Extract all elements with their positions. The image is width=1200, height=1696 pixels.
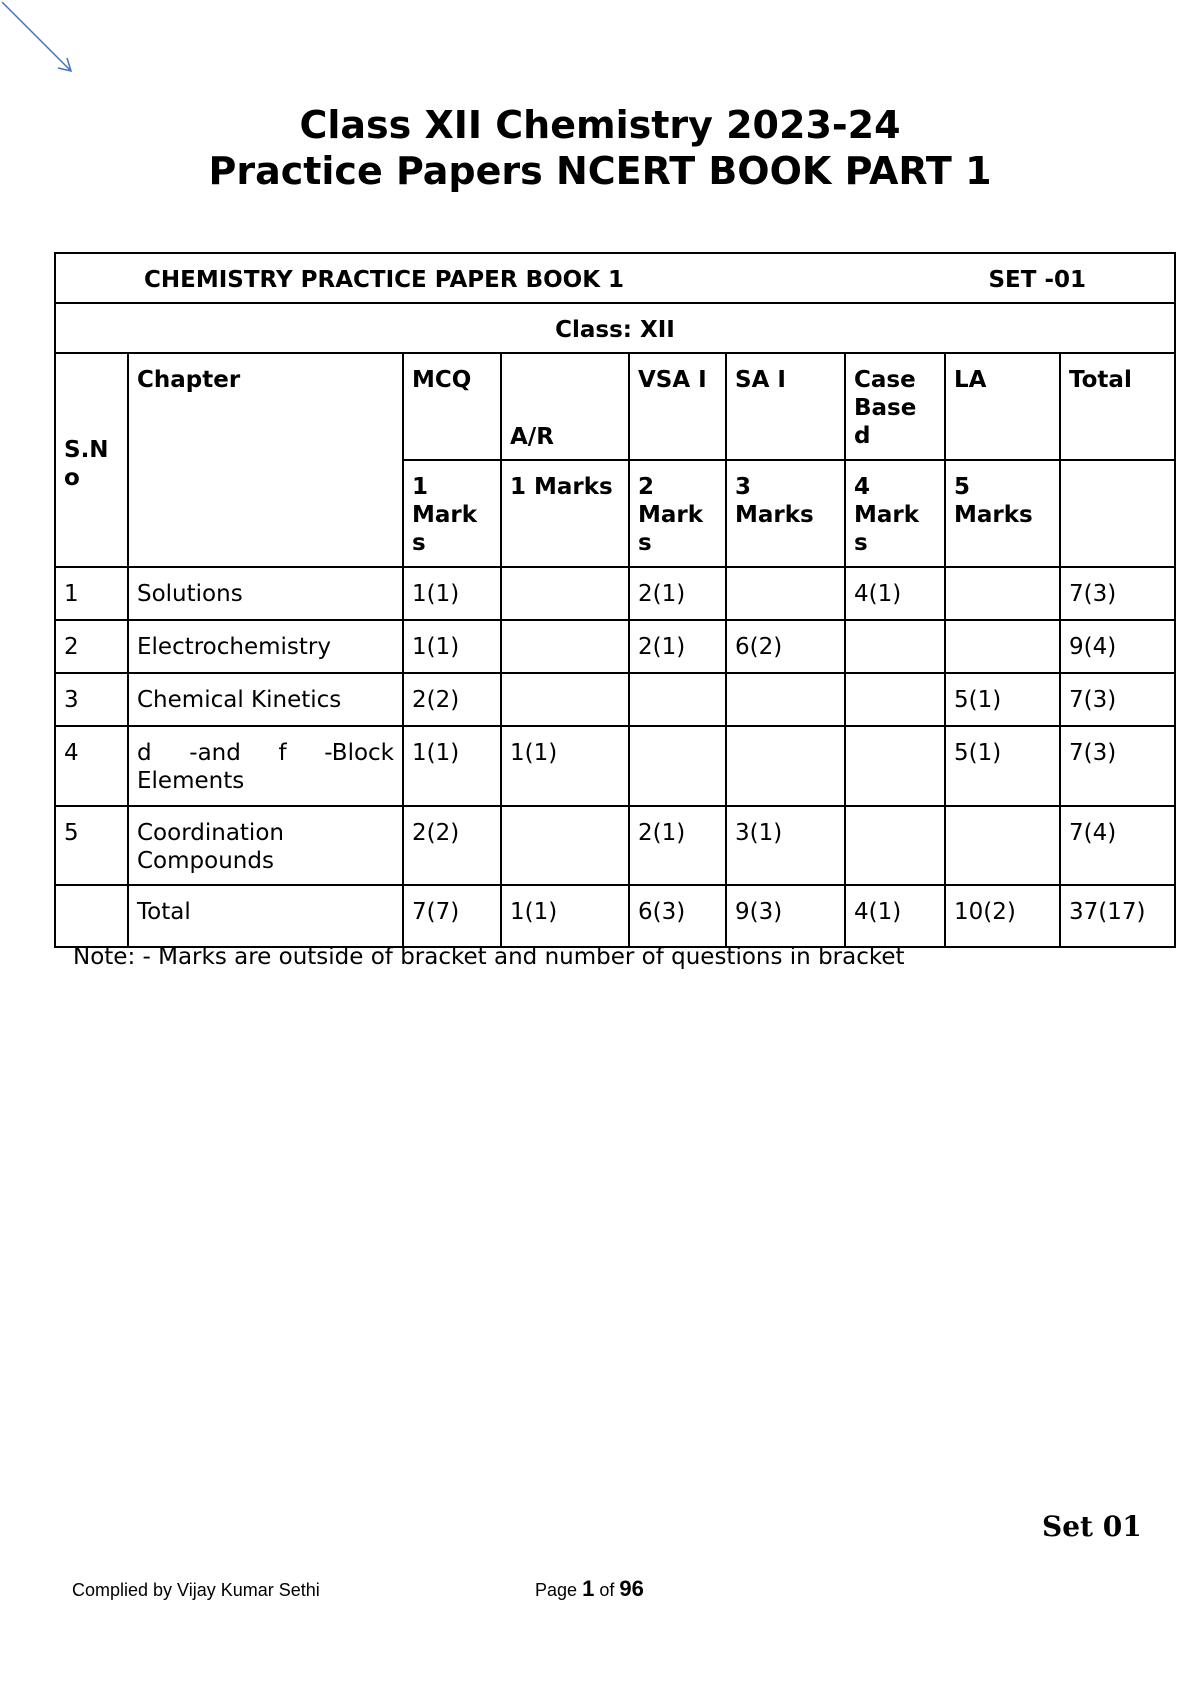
marks-sa: 3 Marks [726, 460, 845, 567]
cell-la [945, 567, 1060, 620]
cell-ar [501, 620, 629, 673]
cell-sno: 4 [55, 726, 128, 806]
cell-mcq: 2(2) [403, 673, 501, 726]
header-sa: SA I [726, 353, 845, 460]
cell-case [845, 806, 945, 885]
cell-sa [726, 673, 845, 726]
cell-chapter: d -and f -Block Elements [128, 726, 403, 806]
cell-mcq: 1(1) [403, 567, 501, 620]
footer-page-number [535, 1576, 644, 1602]
totals-row [55, 885, 1175, 947]
cell-la [945, 806, 1060, 885]
cell-total: 7(3) [1060, 726, 1175, 806]
marks-vsa: 2 Mark s [629, 460, 726, 567]
cell-total: 7(4) [1060, 806, 1175, 885]
marks-case: 4 Mark s [845, 460, 945, 567]
cell-case [845, 726, 945, 806]
cell-mcq: 2(2) [403, 806, 501, 885]
total-mcq: 7(7) [403, 885, 501, 947]
book-title-row [55, 253, 1175, 303]
marks-la: 5 Marks [945, 460, 1060, 567]
cell-chapter: Electrochemistry [128, 620, 403, 673]
cell-la: 5(1) [945, 726, 1060, 806]
cell-case [845, 673, 945, 726]
table-row [55, 673, 1175, 726]
set-label: SET -01 [988, 267, 1086, 293]
cell-ar [501, 673, 629, 726]
cell-sa [726, 726, 845, 806]
marks-mcq: 1 Mark s [403, 460, 501, 567]
total-vsa: 6(3) [629, 885, 726, 947]
cell-la [945, 620, 1060, 673]
class-label: Class: XII [55, 303, 1175, 353]
cell-sno: 3 [55, 673, 128, 726]
cell-vsa [629, 673, 726, 726]
title-line-2: Practice Papers NCERT BOOK PART 1 [208, 149, 992, 193]
total-la: 10(2) [945, 885, 1060, 947]
cell-total: 9(4) [1060, 620, 1175, 673]
cell-chapter: Solutions [128, 567, 403, 620]
total-case: 4(1) [845, 885, 945, 947]
header-mcq: MCQ [403, 353, 501, 460]
cell-vsa [629, 726, 726, 806]
cell-sno: 2 [55, 620, 128, 673]
page-title [0, 102, 1200, 194]
cell-sa: 3(1) [726, 806, 845, 885]
total-label: Total [128, 885, 403, 947]
cell-vsa: 2(1) [629, 567, 726, 620]
cell-mcq: 1(1) [403, 620, 501, 673]
cell-chapter: Coordination Compounds [128, 806, 403, 885]
cell-ar: 1(1) [501, 726, 629, 806]
header-row [55, 353, 1175, 460]
blueprint-table [54, 252, 1176, 948]
cell-ar [501, 806, 629, 885]
marks-total [1060, 460, 1175, 567]
table-row [55, 806, 1175, 885]
cell-mcq: 1(1) [403, 726, 501, 806]
note-text: Note: - Marks are outside of bracket and number of questions in bracket [73, 944, 905, 970]
footer-page-current: 1 [582, 1576, 595, 1601]
total-ar: 1(1) [501, 885, 629, 947]
total-total: 37(17) [1060, 885, 1175, 947]
header-case: Case Base d [845, 353, 945, 460]
footer-page-word: Page [535, 1580, 578, 1600]
cell-chapter: Chemical Kinetics [128, 673, 403, 726]
book-title: CHEMISTRY PRACTICE PAPER BOOK 1 [144, 267, 625, 293]
cell-la: 5(1) [945, 673, 1060, 726]
cell-sa [726, 567, 845, 620]
footer-page-total: 96 [619, 1576, 644, 1601]
footer-of-word: of [599, 1580, 615, 1600]
cell-case: 4(1) [845, 567, 945, 620]
cell-total: 7(3) [1060, 673, 1175, 726]
total-sno [55, 885, 128, 947]
header-total: Total [1060, 353, 1175, 460]
cell-sno: 5 [55, 806, 128, 885]
cell-total: 7(3) [1060, 567, 1175, 620]
cell-vsa: 2(1) [629, 806, 726, 885]
title-line-1: Class XII Chemistry 2023-24 [299, 103, 901, 147]
table-row [55, 726, 1175, 806]
table-row [55, 620, 1175, 673]
cell-sno: 1 [55, 567, 128, 620]
marks-ar: 1 Marks [501, 460, 629, 567]
cell-vsa: 2(1) [629, 620, 726, 673]
table-row [55, 567, 1175, 620]
cell-sa: 6(2) [726, 620, 845, 673]
arrow-annotation-icon [0, 0, 80, 80]
header-chapter: Chapter [128, 353, 403, 567]
header-la: LA [945, 353, 1060, 460]
cell-ar [501, 567, 629, 620]
total-sa: 9(3) [726, 885, 845, 947]
header-sno: S.N o [55, 353, 128, 567]
set-stamp: Set 01 [1042, 1510, 1142, 1543]
class-row [55, 303, 1175, 353]
header-vsa: VSA I [629, 353, 726, 460]
footer-compiled-by: Complied by Vijay Kumar Sethi [72, 1580, 320, 1600]
cell-case [845, 620, 945, 673]
header-ar: A/R [501, 353, 629, 460]
